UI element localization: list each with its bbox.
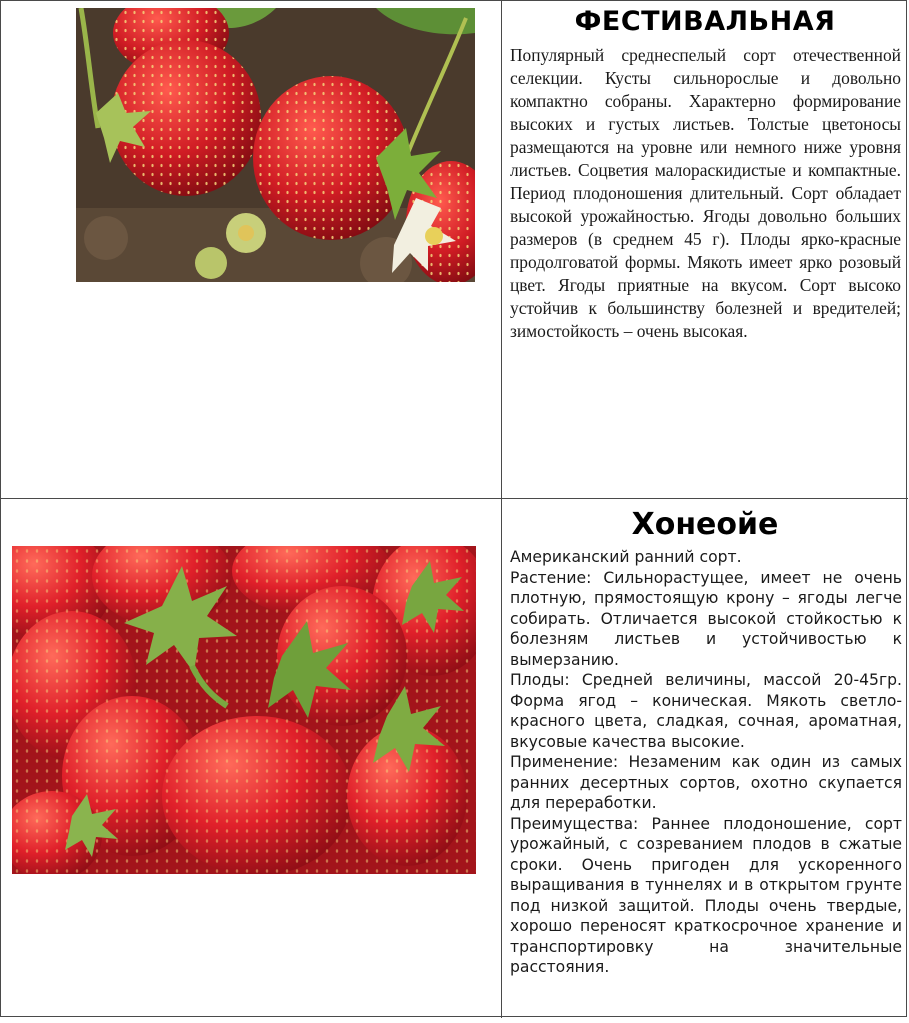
row-divider bbox=[1, 498, 908, 499]
section-description-honeoye bbox=[510, 547, 902, 978]
description-paragraph: Американский ранний сорт. bbox=[510, 548, 742, 566]
festivalnaya-strawberry-photo bbox=[76, 8, 475, 282]
description-paragraph: Популярный среднеспелый сорт отечественной селекции. Кусты сильнорослые и довольно компактно собраны. Характерно формирование высоких и густых листьев. Толстые цветоносы размещаются на уровне или немного ниже уровня листьев. Соцветия малораскидистые и компактные. Период плодоношения длительный. Сорт обладает высокой урожайностью. Ягоды довольно больших размеров (в среднем 45 г). Плоды ярко-красные продолговатой формы. Мякоть имеет ярко розовый цвет. Ягоды приятные на вкусом. Сорт высоко устойчив к большинству болезней и вредителей; зимостойкость – очень высокая. bbox=[510, 45, 901, 341]
honeoye-strawberry-photo bbox=[12, 546, 476, 874]
description-paragraph: Преимущества: Раннее плодоношение, сорт урожайный, с созреванием плодов в сжатые сроки. Очень пригоден для ускоренного выращивания в туннелях и в открытом грунте под низкой защитой. Плоды очень твердые, хорошо переносят краткосрочное хранение и транспортировку на значительные расстояния. bbox=[510, 814, 902, 976]
column-divider bbox=[501, 1, 502, 1018]
description-paragraph: Применение: Незаменим как один из самых ранних десертных сортов, охотно скупается для переработки. bbox=[510, 753, 902, 812]
section-title-honeoye: Хонеойе bbox=[631, 507, 779, 542]
description-paragraph: Плоды: Средней величины, массой 20-45гр. Форма ягод – коническая. Мякоть светло-красного цвета, сладкая, сочная, ароматная, вкусовые качества высокие. bbox=[510, 671, 902, 751]
section-title-festivalnaya: ФЕСТИВАЛЬНАЯ bbox=[574, 6, 836, 37]
section-description-festivalnaya bbox=[510, 44, 901, 343]
description-paragraph: Растение: Сильнорастущее, имеет не очень плотную, прямостоящую крону – ягоды легче собирать. Отличается высокой стойкостью к болезням листьев и устойчивостью к вымерзанию. bbox=[510, 568, 902, 669]
